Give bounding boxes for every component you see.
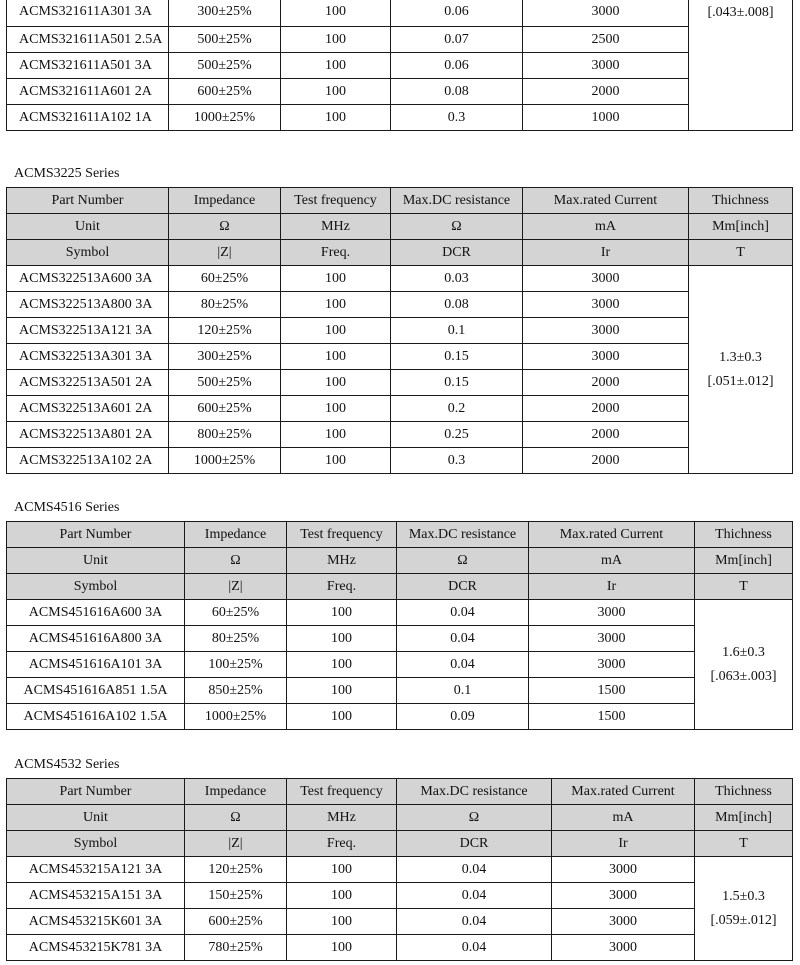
col-header-part-number: Part Number (7, 779, 185, 805)
symbol-current: Ir (552, 831, 695, 857)
symbol-impedance: |Z| (169, 240, 281, 266)
unit-current: mA (523, 214, 689, 240)
freq-cell: 100 (287, 857, 397, 883)
col-header-thickness: Thichness (695, 779, 793, 805)
table-row (7, 370, 793, 396)
thickness-line: 1.3±0.3 (719, 349, 762, 365)
symbol-dcr: DCR (397, 574, 529, 600)
spec-table-acms3225 (6, 187, 793, 474)
unit-current: mA (552, 805, 695, 831)
freq-cell: 100 (287, 626, 397, 652)
thickness-line: [.059±.012] (710, 912, 777, 928)
impedance-cell: 600±25% (169, 79, 281, 105)
part-number-cell: ACMS451616A102 1.5A (7, 704, 185, 730)
impedance-cell: 500±25% (169, 370, 281, 396)
freq-cell: 100 (281, 79, 391, 105)
impedance-cell: 300±25% (169, 344, 281, 370)
unit-frequency: MHz (287, 805, 397, 831)
unit-row (7, 214, 793, 240)
col-header-impedance: Impedance (185, 522, 287, 548)
col-header-test-frequency: Test frequency (281, 188, 391, 214)
impedance-cell: 120±25% (169, 318, 281, 344)
col-header-rated-current: Max.rated Current (529, 522, 695, 548)
current-cell: 2000 (523, 79, 689, 105)
table-row (7, 396, 793, 422)
series-title-acms4516: ACMS4516 Series (14, 500, 120, 515)
part-number-cell: ACMS322513A600 3A (7, 266, 169, 292)
dcr-cell: 0.15 (391, 370, 523, 396)
unit-impedance: Ω (185, 548, 287, 574)
freq-cell: 100 (281, 105, 391, 131)
dcr-cell: 0.1 (391, 318, 523, 344)
unit-dcr: Ω (391, 214, 523, 240)
series-title-acms4532: ACMS4532 Series (14, 757, 120, 772)
impedance-cell: 800±25% (169, 422, 281, 448)
table-row (7, 79, 793, 105)
freq-cell: 100 (287, 652, 397, 678)
current-cell: 2000 (523, 396, 689, 422)
impedance-cell: 600±25% (185, 909, 287, 935)
dcr-cell: 0.04 (397, 857, 552, 883)
symbol-frequency: Freq. (287, 831, 397, 857)
part-number-cell: ACMS453215A121 3A (7, 857, 185, 883)
part-number-cell: ACMS322513A801 2A (7, 422, 169, 448)
freq-cell: 100 (281, 448, 391, 474)
header-row (7, 522, 793, 548)
series-title-acms3225: ACMS3225 Series (14, 166, 120, 181)
impedance-cell: 80±25% (185, 626, 287, 652)
current-cell: 2000 (523, 370, 689, 396)
symbol-frequency: Freq. (287, 574, 397, 600)
thickness-line: [.043±.008] (707, 5, 774, 20)
part-number-cell: ACMS321611A102 1A (7, 105, 169, 131)
col-header-dc-resistance: Max.DC resistance (397, 522, 529, 548)
symbol-label: Symbol (7, 574, 185, 600)
table-row (7, 448, 793, 474)
current-cell: 2000 (523, 448, 689, 474)
table-row (7, 344, 793, 370)
freq-cell: 100 (287, 883, 397, 909)
part-number-cell: ACMS453215K601 3A (7, 909, 185, 935)
dcr-cell: 0.08 (391, 292, 523, 318)
part-number-cell: ACMS322513A121 3A (7, 318, 169, 344)
part-number-cell: ACMS321611A601 2A (7, 79, 169, 105)
thickness-cell (695, 857, 793, 961)
impedance-cell: 500±25% (169, 53, 281, 79)
impedance-cell: 300±25% (169, 0, 281, 27)
part-number-cell: ACMS322513A102 2A (7, 448, 169, 474)
part-number-cell: ACMS451616A600 3A (7, 600, 185, 626)
dcr-cell: 0.04 (397, 883, 552, 909)
dcr-cell: 0.03 (391, 266, 523, 292)
current-cell: 3000 (552, 909, 695, 935)
unit-label: Unit (7, 805, 185, 831)
dcr-cell: 0.3 (391, 105, 523, 131)
symbol-row (7, 574, 793, 600)
unit-impedance: Ω (185, 805, 287, 831)
col-header-rated-current: Max.rated Current (552, 779, 695, 805)
impedance-cell: 100±25% (185, 652, 287, 678)
part-number-cell: ACMS321611A301 3A (7, 0, 169, 27)
col-header-test-frequency: Test frequency (287, 779, 397, 805)
current-cell: 3000 (523, 53, 689, 79)
freq-cell: 100 (281, 27, 391, 53)
symbol-row (7, 831, 793, 857)
freq-cell: 100 (287, 935, 397, 961)
table-row (7, 935, 793, 961)
freq-cell: 100 (281, 422, 391, 448)
thickness-cell (695, 600, 793, 730)
part-number-cell: ACMS322513A800 3A (7, 292, 169, 318)
table-row (7, 909, 793, 935)
dcr-cell: 0.1 (397, 678, 529, 704)
dcr-cell: 0.06 (391, 53, 523, 79)
dcr-cell: 0.04 (397, 909, 552, 935)
impedance-cell: 1000±25% (185, 704, 287, 730)
thickness-cell (689, 266, 793, 474)
table-row (7, 105, 793, 131)
dcr-cell: 0.09 (397, 704, 529, 730)
col-header-dc-resistance: Max.DC resistance (391, 188, 523, 214)
unit-thickness: Mm[inch] (695, 548, 793, 574)
part-number-cell: ACMS322513A601 2A (7, 396, 169, 422)
thickness-cell (689, 0, 793, 131)
table-row (7, 600, 793, 626)
impedance-cell: 600±25% (169, 396, 281, 422)
dcr-cell: 0.2 (391, 396, 523, 422)
dcr-cell: 0.06 (391, 0, 523, 27)
thickness-line: 1.6±0.3 (722, 644, 765, 660)
unit-dcr: Ω (397, 805, 552, 831)
impedance-cell: 1000±25% (169, 105, 281, 131)
col-header-impedance: Impedance (185, 779, 287, 805)
col-header-dc-resistance: Max.DC resistance (397, 779, 552, 805)
unit-frequency: MHz (287, 548, 397, 574)
table-row (7, 53, 793, 79)
part-number-cell: ACMS321611A501 2.5A (7, 27, 169, 53)
symbol-impedance: |Z| (185, 574, 287, 600)
col-header-thickness: Thichness (695, 522, 793, 548)
unit-frequency: MHz (281, 214, 391, 240)
header-row (7, 779, 793, 805)
impedance-cell: 80±25% (169, 292, 281, 318)
dcr-cell: 0.3 (391, 448, 523, 474)
freq-cell: 100 (281, 53, 391, 79)
dcr-cell: 0.04 (397, 600, 529, 626)
symbol-thickness: T (695, 831, 793, 857)
symbol-thickness: T (689, 240, 793, 266)
impedance-cell: 150±25% (185, 883, 287, 909)
unit-thickness: Mm[inch] (689, 214, 793, 240)
current-cell: 3000 (529, 626, 695, 652)
thickness-line: [.063±.003] (710, 668, 777, 684)
current-cell: 2500 (523, 27, 689, 53)
unit-label: Unit (7, 214, 169, 240)
table-row (7, 626, 793, 652)
unit-row (7, 548, 793, 574)
table-row (7, 652, 793, 678)
symbol-row (7, 240, 793, 266)
unit-thickness: Mm[inch] (695, 805, 793, 831)
impedance-cell: 60±25% (169, 266, 281, 292)
freq-cell: 100 (287, 678, 397, 704)
dcr-cell: 0.04 (397, 652, 529, 678)
freq-cell: 100 (281, 344, 391, 370)
current-cell: 1500 (529, 678, 695, 704)
unit-dcr: Ω (397, 548, 529, 574)
freq-cell: 100 (281, 318, 391, 344)
symbol-thickness: T (695, 574, 793, 600)
symbol-dcr: DCR (391, 240, 523, 266)
current-cell: 3000 (529, 600, 695, 626)
unit-row (7, 805, 793, 831)
freq-cell: 100 (287, 704, 397, 730)
col-header-part-number: Part Number (7, 188, 169, 214)
freq-cell: 100 (287, 909, 397, 935)
symbol-current: Ir (523, 240, 689, 266)
impedance-cell: 120±25% (185, 857, 287, 883)
current-cell: 3000 (523, 292, 689, 318)
col-header-part-number: Part Number (7, 522, 185, 548)
freq-cell: 100 (281, 292, 391, 318)
dcr-cell: 0.07 (391, 27, 523, 53)
current-cell: 2000 (523, 422, 689, 448)
current-cell: 3000 (523, 344, 689, 370)
current-cell: 3000 (552, 935, 695, 961)
dcr-cell: 0.15 (391, 344, 523, 370)
unit-impedance: Ω (169, 214, 281, 240)
part-number-cell: ACMS453215K781 3A (7, 935, 185, 961)
table-row (7, 318, 793, 344)
freq-cell: 100 (281, 370, 391, 396)
symbol-current: Ir (529, 574, 695, 600)
impedance-cell: 1000±25% (169, 448, 281, 474)
part-number-cell: ACMS321611A501 3A (7, 53, 169, 79)
thickness-line: 1.5±0.3 (722, 888, 765, 904)
symbol-dcr: DCR (397, 831, 552, 857)
table-row (7, 857, 793, 883)
freq-cell: 100 (281, 0, 391, 27)
current-cell: 3000 (529, 652, 695, 678)
spec-table-acms4532 (6, 778, 793, 961)
current-cell: 3000 (523, 318, 689, 344)
impedance-cell: 500±25% (169, 27, 281, 53)
symbol-frequency: Freq. (281, 240, 391, 266)
col-header-rated-current: Max.rated Current (523, 188, 689, 214)
table-row (7, 292, 793, 318)
current-cell: 1500 (529, 704, 695, 730)
table-row (7, 704, 793, 730)
dcr-cell: 0.04 (397, 626, 529, 652)
dcr-cell: 0.04 (397, 935, 552, 961)
symbol-label: Symbol (7, 240, 169, 266)
col-header-impedance: Impedance (169, 188, 281, 214)
unit-label: Unit (7, 548, 185, 574)
col-header-thickness: Thichness (689, 188, 793, 214)
current-cell: 3000 (552, 857, 695, 883)
table-row (7, 678, 793, 704)
freq-cell: 100 (281, 266, 391, 292)
current-cell: 3000 (523, 0, 689, 27)
dcr-cell: 0.08 (391, 79, 523, 105)
table-row (7, 422, 793, 448)
unit-current: mA (529, 548, 695, 574)
table-row (7, 266, 793, 292)
part-number-cell: ACMS451616A101 3A (7, 652, 185, 678)
table-row (7, 27, 793, 53)
header-row (7, 188, 793, 214)
partial-spec-table (6, 0, 793, 131)
impedance-cell: 780±25% (185, 935, 287, 961)
part-number-cell: ACMS451616A800 3A (7, 626, 185, 652)
part-number-cell: ACMS322513A301 3A (7, 344, 169, 370)
table-row (7, 0, 793, 27)
part-number-cell: ACMS322513A501 2A (7, 370, 169, 396)
symbol-label: Symbol (7, 831, 185, 857)
col-header-test-frequency: Test frequency (287, 522, 397, 548)
current-cell: 3000 (552, 883, 695, 909)
part-number-cell: ACMS453215A151 3A (7, 883, 185, 909)
table-row (7, 883, 793, 909)
part-number-cell: ACMS451616A851 1.5A (7, 678, 185, 704)
current-cell: 3000 (523, 266, 689, 292)
freq-cell: 100 (281, 396, 391, 422)
impedance-cell: 60±25% (185, 600, 287, 626)
spec-table-acms4516 (6, 521, 793, 730)
symbol-impedance: |Z| (185, 831, 287, 857)
dcr-cell: 0.25 (391, 422, 523, 448)
current-cell: 1000 (523, 105, 689, 131)
impedance-cell: 850±25% (185, 678, 287, 704)
thickness-line: [.051±.012] (707, 373, 774, 389)
freq-cell: 100 (287, 600, 397, 626)
